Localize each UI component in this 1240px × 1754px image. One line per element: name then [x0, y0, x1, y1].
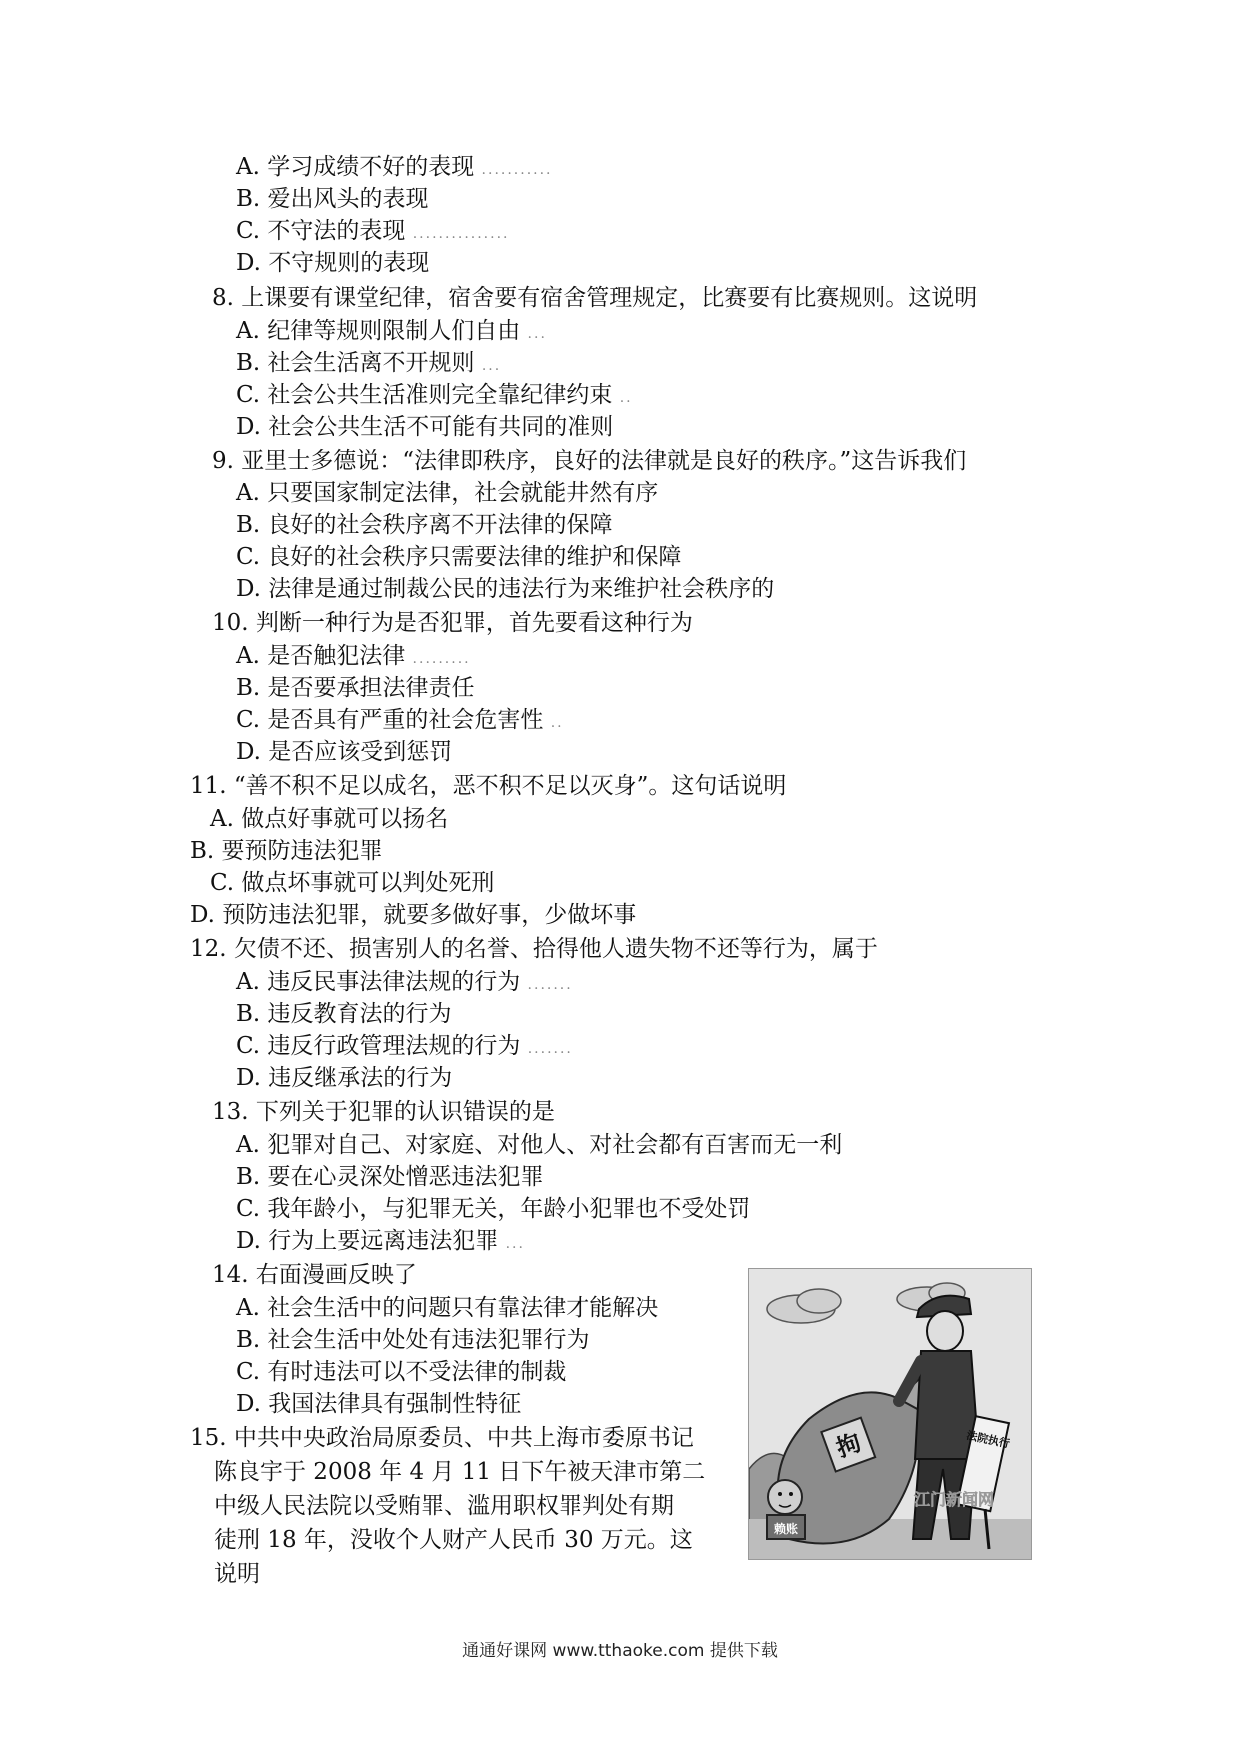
q14-option-d: D. 我国法律具有强制性特征 — [236, 1391, 522, 1417]
q12-option-d: D. 违反继承法的行为 — [236, 1065, 453, 1091]
q15-stem-line-5: 说明 — [214, 1561, 260, 1587]
q9-option-d: D. 法律是通过制裁公民的违法行为来维护社会秩序的 — [236, 576, 775, 602]
q8-option-b: B. 社会生活离不开规则 ... — [236, 350, 502, 376]
q12-stem: 12. 欠债不还、损害别人的名誉、拾得他人遗失物不还等行为，属于 — [190, 936, 878, 962]
q13-option-b: B. 要在心灵深处憎恶违法犯罪 — [236, 1164, 544, 1190]
q7-option-d: D. 不守规则的表现 — [236, 250, 430, 276]
q11-option-b: B. 要预防违法犯罪 — [190, 838, 383, 864]
q10-option-d: D. 是否应该受到惩罚 — [236, 739, 453, 765]
q8-option-a: A. 纪律等规则限制人们自由 ... — [236, 318, 547, 344]
q11-option-a: A. 做点好事就可以扬名 — [210, 806, 449, 832]
q9-option-c: C. 良好的社会秩序只需要法律的维护和保障 — [236, 544, 682, 570]
q11-option-d: D. 预防违法犯罪，就要多做好事，少做坏事 — [190, 902, 637, 928]
q9-option-a: A. 只要国家制定法律，社会就能井然有序 — [236, 480, 659, 506]
q10-option-a: A. 是否触犯法律 ......... — [236, 643, 471, 669]
q14-option-b: B. 社会生活中处处有违法犯罪行为 — [236, 1327, 590, 1353]
q12-option-a: A. 违反民事法律法规的行为 ....... — [236, 969, 573, 995]
q10-option-c: C. 是否具有严重的社会危害性 .. — [236, 707, 564, 733]
q13-option-c: C. 我年龄小，与犯罪无关，年龄小犯罪也不受处罚 — [236, 1196, 751, 1222]
page-footer: 通通好课网 www.tthaoke.com 提供下载 — [462, 1641, 778, 1661]
q12-option-b: B. 违反教育法的行为 — [236, 1001, 452, 1027]
q7-option-c: C. 不守法的表现 ............... — [236, 218, 510, 244]
q15-stem-line-3: 中级人民法院以受贿罪、滥用职权罪判处有期 — [214, 1493, 674, 1519]
q14-stem: 14. 右面漫画反映了 — [212, 1262, 417, 1288]
q13-option-a: A. 犯罪对自己、对家庭、对他人、对社会都有百害而无一利 — [236, 1132, 843, 1158]
q7-option-a: A. 学习成绩不好的表现 ........... — [236, 154, 553, 180]
q10-option-b: B. 是否要承担法律责任 — [236, 675, 475, 701]
q15-stem-line-2: 陈良宇于 2008 年 4 月 11 日下午被天津市第二 — [214, 1459, 706, 1485]
q13-option-d: D. 行为上要远离违法犯罪 ... — [236, 1228, 525, 1254]
bag-label: 拘 — [832, 1427, 865, 1463]
q14-option-a: A. 社会生活中的问题只有靠法律才能解决 — [236, 1295, 659, 1321]
q11-stem: 11. “善不积不足以成名，恶不积不足以灭身”。这句话说明 — [190, 773, 787, 799]
q10-stem: 10. 判断一种行为是否犯罪，首先要看这种行为 — [212, 610, 693, 636]
watermark: 江门新闻网 — [913, 1490, 995, 1509]
q9-stem: 9. 亚里士多德说：“法律即秩序，良好的法律就是良好的秩序。”这告诉我们 — [212, 448, 967, 474]
q11-option-c: C. 做点坏事就可以判处死刑 — [210, 870, 495, 896]
q12-option-c: C. 违反行政管理法规的行为 ....... — [236, 1033, 573, 1059]
q7-option-b: B. 爱出风头的表现 — [236, 186, 429, 212]
q8-option-d: D. 社会公共生活不可能有共同的准则 — [236, 414, 614, 440]
q15-stem-line-4: 徒刑 18 年，没收个人财产人民币 30 万元。这 — [214, 1527, 693, 1553]
person-label: 赖账 — [773, 1522, 799, 1536]
cartoon-drawing — [749, 1269, 1031, 1559]
q13-stem: 13. 下列关于犯罪的认识错误的是 — [212, 1099, 555, 1125]
q9-option-b: B. 良好的社会秩序离不开法律的保障 — [236, 512, 613, 538]
q8-option-c: C. 社会公共生活准则完全靠纪律约束 .. — [236, 382, 633, 408]
q14-option-c: C. 有时违法可以不受法律的制裁 — [236, 1359, 567, 1385]
law-enforcement-cartoon — [748, 1268, 1032, 1560]
sign-label: 法院执行 — [965, 1428, 1011, 1451]
q15-stem-line-1: 15. 中共中央政治局原委员、中共上海市委原书记 — [190, 1425, 694, 1451]
q8-stem: 8. 上课要有课堂纪律，宿舍要有宿舍管理规定，比赛要有比赛规则。这说明 — [212, 285, 978, 311]
